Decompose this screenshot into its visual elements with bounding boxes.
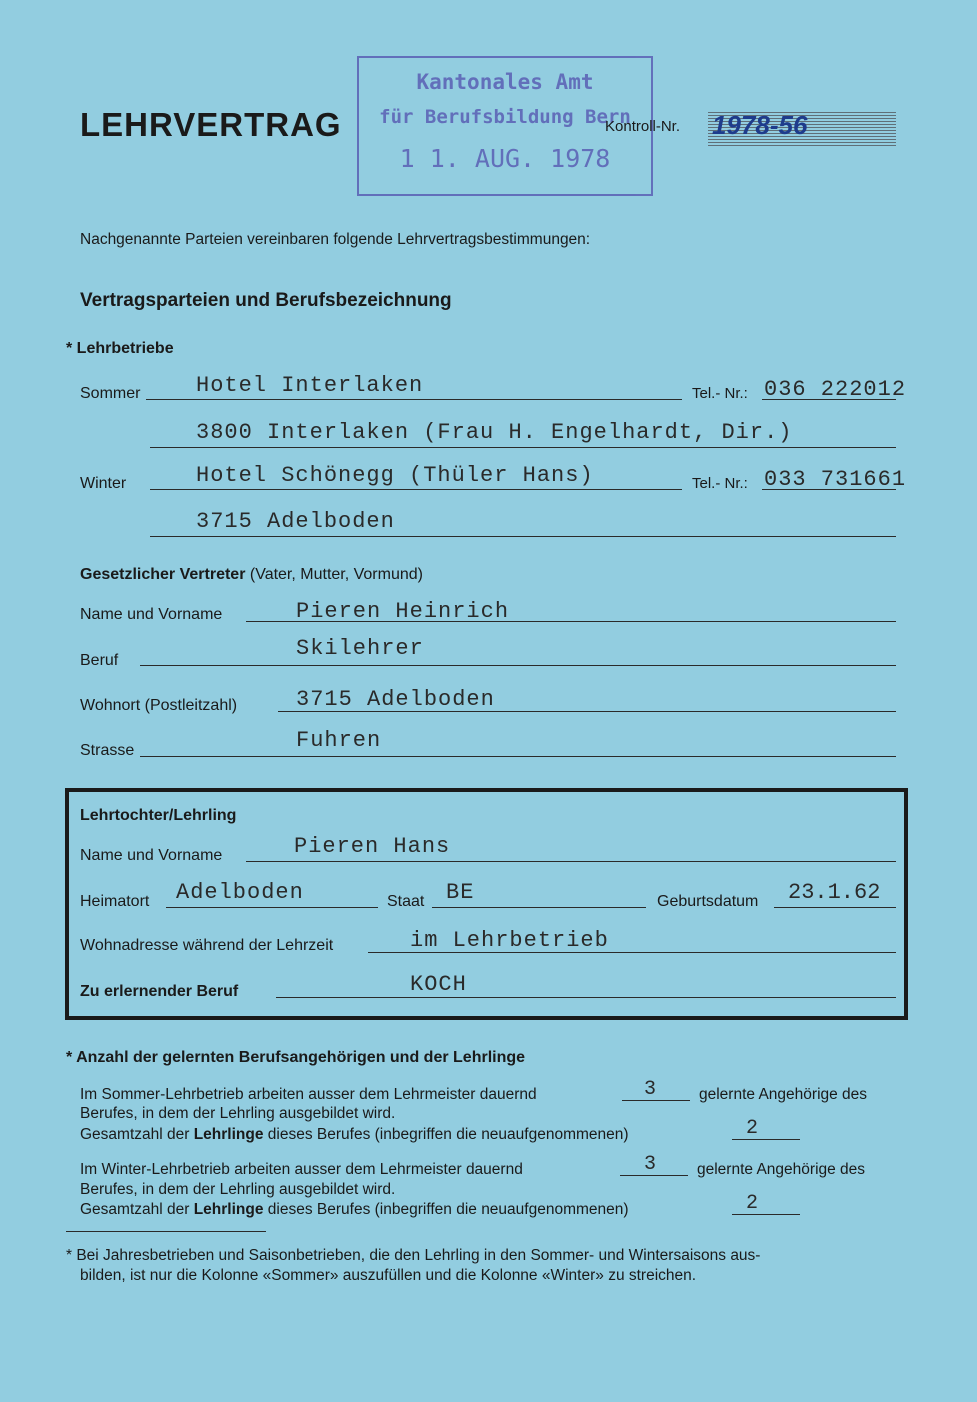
vertreter-beruf-label: Beruf <box>80 652 119 669</box>
stamp-date: 1 1. AUG. 1978 <box>399 144 611 173</box>
winter-total: 2 <box>746 1192 760 1215</box>
geburtsdatum-value: 23.1.62 <box>788 880 881 905</box>
stamp-line2: für Berufsbildung Bern <box>379 106 631 128</box>
winter-name: Hotel Schönegg (Thüler Hans) <box>196 463 594 488</box>
vertreter-wohnort-label: Wohnort (Postleitzahl) <box>80 697 238 714</box>
winter-label: Winter <box>80 475 127 492</box>
sommer-name: Hotel Interlaken <box>196 373 424 398</box>
lehrling-name: Pieren Hans <box>294 834 451 859</box>
sommer-tel-label: Tel.- Nr.: <box>692 385 748 402</box>
sommer-count-text-2: Berufes, in dem der Lehrling ausgebildet wird. <box>80 1105 396 1122</box>
sommer-tel: 036 222012 <box>764 377 907 402</box>
kontroll-number: 1978-56 <box>712 110 808 140</box>
winter-total-text <box>80 1200 629 1219</box>
footnote-divider <box>66 1231 266 1232</box>
vertreter-beruf: Skilehrer <box>296 636 424 661</box>
sommer-count: 3 <box>644 1078 658 1101</box>
sommer-count-text-a: Im Sommer-Lehrbetrieb arbeiten ausser dem Lehrmeister dauernd <box>80 1086 537 1103</box>
lehrling-heading: Lehrtochter/Lehrling <box>80 807 237 824</box>
winter-address: 3715 Adelboden <box>196 509 395 534</box>
winter-count-text-2: Berufes, in dem der Lehrling ausgebildet wird. <box>80 1181 396 1198</box>
winter-total-text-bold: Lehrlinge <box>193 1201 264 1218</box>
footnote-line2: bilden, ist nur die Kolonne «Sommer» auszufüllen und die Kolonne «Winter» zu streichen. <box>80 1267 697 1284</box>
lehrling-name-label: Name und Vorname <box>80 847 223 864</box>
erlernender-beruf-label: Zu erlernender Beruf <box>80 983 239 1000</box>
winter-total-text-a: Gesamtzahl der <box>80 1201 194 1218</box>
sommer-total-text-bold: Lehrlinge <box>193 1126 264 1143</box>
vertreter-strasse: Fuhren <box>296 728 382 753</box>
footnote-line1: * Bei Jahresbetrieben und Saisonbetrieben, die den Lehrling in den Sommer- und Wintersaisons aus- <box>66 1247 761 1264</box>
sommer-total-text-b: dieses Berufes (inbegriffen die neuaufgenommenen) <box>263 1126 629 1143</box>
wohnadresse-value: im Lehrbetrieb <box>410 928 609 953</box>
intro-text: Nachgenannte Parteien vereinbaren folgende Lehrvertragsbestimmungen: <box>80 231 591 248</box>
section-title: Vertragsparteien und Berufsbezeichnung <box>80 290 452 311</box>
sommer-total-text-a: Gesamtzahl der <box>80 1126 194 1143</box>
heimatort-value: Adelboden <box>176 880 304 905</box>
winter-count-text-a: Im Winter-Lehrbetrieb arbeiten ausser dem Lehrmeister dauernd <box>80 1161 523 1178</box>
staat-label: Staat <box>387 893 425 910</box>
winter-total-text-b: dieses Berufes (inbegriffen die neuaufgenommenen) <box>263 1201 629 1218</box>
winter-count: 3 <box>644 1153 658 1176</box>
vertreter-heading: Gesetzlicher Vertreter <box>80 566 246 583</box>
geburtsdatum-label: Geburtsdatum <box>657 893 759 910</box>
heimatort-label: Heimatort <box>80 893 150 910</box>
winter-count-text-b: gelernte Angehörige des <box>697 1161 866 1178</box>
wohnadresse-label: Wohnadresse während der Lehrzeit <box>80 937 334 954</box>
stamp-line1: Kantonales Amt <box>416 70 594 94</box>
sommer-label: Sommer <box>80 385 141 402</box>
vertreter-heading-row <box>80 566 423 584</box>
staat-value: BE <box>446 880 475 905</box>
sommer-count-text-b: gelernte Angehörige des <box>699 1086 868 1103</box>
vertreter-strasse-label: Strasse <box>80 742 135 759</box>
erlernender-beruf-value: KOCH <box>410 972 467 997</box>
vertreter-wohnort: 3715 Adelboden <box>296 687 495 712</box>
vertreter-name-label: Name und Vorname <box>80 606 223 623</box>
document-title: LEHRVERTRAG <box>80 106 342 143</box>
vertreter-heading-note: (Vater, Mutter, Vormund) <box>249 566 423 583</box>
sommer-total-text <box>80 1125 629 1144</box>
kontroll-label: Kontroll-Nr. <box>605 118 681 135</box>
sommer-total: 2 <box>746 1117 760 1140</box>
lehrbetriebe-heading: * Lehrbetriebe <box>66 340 174 357</box>
winter-tel: 033 731661 <box>764 467 907 492</box>
vertreter-name: Pieren Heinrich <box>296 599 510 624</box>
winter-tel-label: Tel.- Nr.: <box>692 475 748 492</box>
anzahl-heading: * Anzahl der gelernten Berufsangehörigen und der Lehrlinge <box>66 1049 526 1066</box>
sommer-address: 3800 Interlaken (Frau H. Engelhardt, Dir.) <box>196 420 793 445</box>
